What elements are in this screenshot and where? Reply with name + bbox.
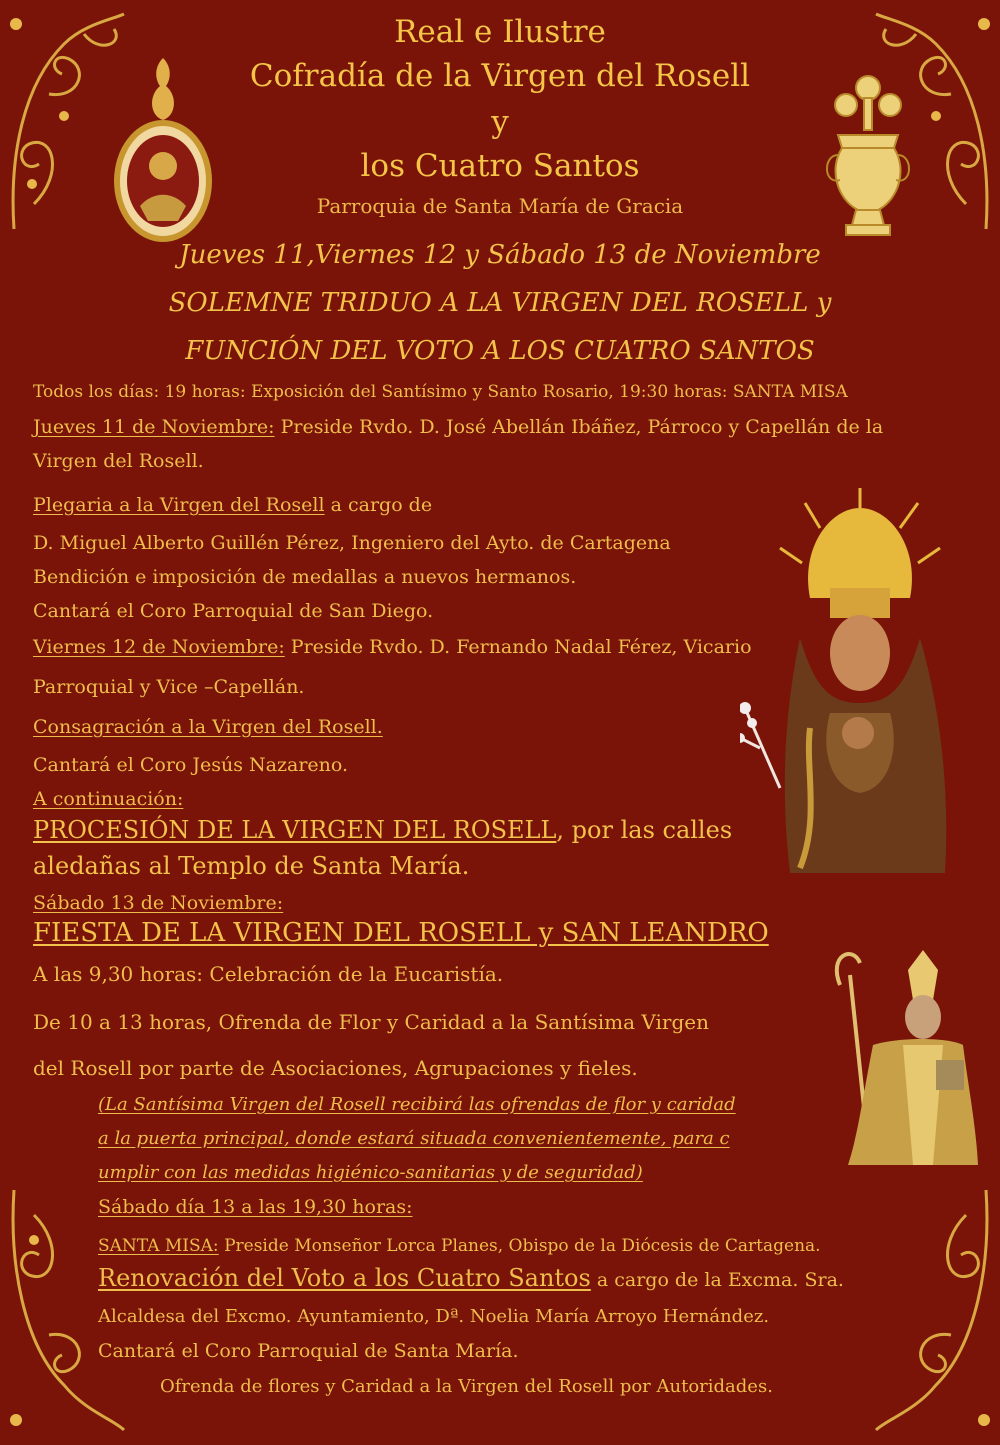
saturday-label: Sábado 13 de Noviembre: — [33, 892, 284, 914]
ofrenda-line-1: De 10 a 13 horas, Ofrenda de Flor y Caridad a la Santísima Virgen — [33, 1010, 709, 1034]
dates-title: Jueves 11,Viernes 12 y Sábado 13 de Noviembre — [179, 240, 821, 270]
header-line-4: los Cuatro Santos — [360, 148, 640, 184]
parish-name: Parroquia de Santa María de Gracia — [316, 194, 684, 218]
header-line-2: Cofradía de la Virgen del Rosell — [249, 58, 751, 94]
renovacion-text: a cargo de la Excma. Sra. — [590, 1269, 844, 1291]
misa-label: SANTA MISA: — [98, 1236, 219, 1256]
note-line-3: umplir con las medidas higiénico-sanitarias y de seguridad) — [98, 1162, 643, 1183]
a-continuacion: A continuación: — [33, 788, 184, 810]
saturday-coro: Cantará el Coro Parroquial de Santa María. — [98, 1340, 519, 1362]
note-line-1: (La Santísima Virgen del Rosell recibirá las ofrendas de flor y caridad — [98, 1094, 736, 1115]
renovacion-label: Renovación del Voto a los Cuatro Santos — [98, 1264, 591, 1292]
thursday-text: Preside Rvdo. D. José Abellán Ibáñez, Párroco y Capellán de la — [274, 416, 884, 438]
procesion-text: , por las calles — [556, 816, 733, 844]
plegaria-label: Plegaria a la Virgen del Rosell — [33, 494, 325, 516]
friday-coro: Cantará el Coro Jesús Nazareno. — [33, 754, 349, 776]
fiesta-title: FIESTA DE LA VIRGEN DEL ROSELL y SAN LEANDRO — [33, 918, 769, 948]
event-title-2: FUNCIÓN DEL VOTO A LOS CUATRO SANTOS — [185, 336, 815, 366]
misa-text: Preside Monseñor Lorca Planes, Obispo de la Diócesis de Cartagena. — [218, 1236, 821, 1256]
plegaria-line — [33, 494, 432, 516]
renovacion-line — [98, 1264, 844, 1292]
autoridades-line: Ofrenda de flores y Caridad a la Virgen del Rosell por Autoridades. — [160, 1376, 773, 1397]
friday-line-1 — [33, 636, 752, 658]
event-title-1: SOLEMNE TRIDUO A LA VIRGEN DEL ROSELL y — [168, 288, 832, 318]
ofrenda-line-2: del Rosell por parte de Asociaciones, Agrupaciones y fieles. — [33, 1056, 638, 1080]
thursday-line-1 — [33, 416, 883, 438]
daily-schedule: Todos los días: 19 horas: Exposición del Santísimo y Santo Rosario, 19:30 horas: SANTA MISA — [33, 382, 848, 402]
friday-line-2: Parroquial y Vice –Capellán. — [33, 676, 305, 698]
procesion-label: PROCESIÓN DE LA VIRGEN DEL ROSELL — [33, 816, 557, 844]
thursday-line-b: Bendición e imposición de medallas a nuevos hermanos. — [33, 566, 577, 588]
procesion-line-2: aledañas al Templo de Santa María. — [33, 852, 470, 880]
eucaristia-line: A las 9,30 horas: Celebración de la Eucaristía. — [33, 962, 504, 986]
thursday-line-c: Cantará el Coro Parroquial de San Diego. — [33, 600, 434, 622]
corner-filigree-bottom-right — [866, 1185, 996, 1440]
note-line-2: a la puerta principal, donde estará situada convenientemente, para c — [98, 1128, 730, 1149]
header-line-1: Real e Ilustre — [394, 14, 606, 50]
evening-label: Sábado día 13 a las 19,30 horas: — [98, 1196, 413, 1218]
header-line-3: y — [491, 104, 509, 140]
procesion-line-1 — [33, 816, 732, 844]
saint-leandro-statue — [818, 945, 978, 1170]
plegaria-text: a cargo de — [324, 494, 433, 516]
misa-line — [98, 1236, 821, 1256]
alcaldesa-line: Alcaldesa del Excmo. Ayuntamiento, Dª. Noelia María Arroyo Hernández. — [98, 1306, 770, 1327]
thursday-label: Jueves 11 de Noviembre: — [33, 416, 275, 438]
friday-label: Viernes 12 de Noviembre: — [33, 636, 285, 658]
thursday-line-2: Virgen del Rosell. — [33, 450, 204, 472]
thursday-line-a: D. Miguel Alberto Guillén Pérez, Ingeniero del Ayto. de Cartagena — [33, 532, 671, 554]
virgin-statue — [740, 488, 955, 878]
friday-text: Preside Rvdo. D. Fernando Nadal Férez, Vicario — [284, 636, 752, 658]
consagracion: Consagración a la Virgen del Rosell. — [33, 716, 383, 738]
